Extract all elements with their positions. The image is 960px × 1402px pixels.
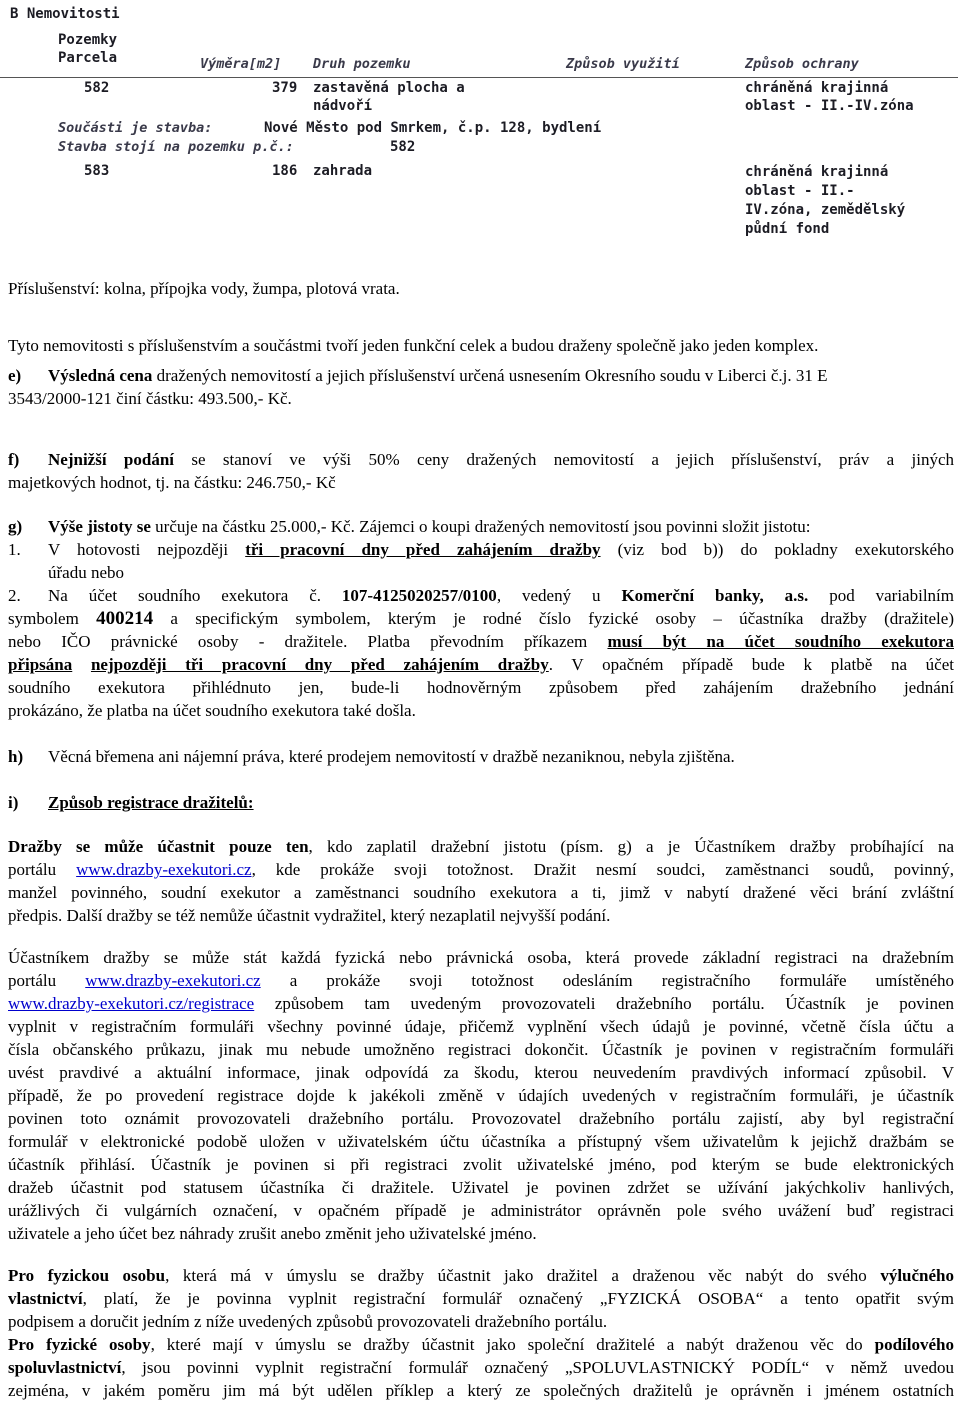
para2-line11: dražeb účastnit pod statusem účastníka či dražitele. Uživatel je povinen zdržet se užívání jakýchkoliv hanlivých, [8,1178,954,1197]
item-g-line1-rest: určuje na částku 25.000,- Kč. Zájemci o koupi dražených nemovitostí jsou povinni složit jistotu: [150,517,811,536]
para2-line2-a: portálu [8,971,86,990]
stavba-label: Stavba stojí na pozemku p.č.: [58,139,294,155]
line4-text-b: a specifickým symbolem, kterým je rodné číslo fyzické osoby – účastníka dražby (dražitele) [153,609,954,628]
item-e-label: e) [8,366,22,385]
parcela-heading: Parcela [58,50,118,66]
para4-line1-mid: , které mají v úmyslu se dražby účastnit jako společní dražitelé a nabýt draženou věc do [150,1335,875,1354]
para4-line1 [8,1333,954,1356]
para2-line2-b: a prokáže svoji totožnost odesláním registračního formuláře umístěného [260,971,954,990]
para1-line3: manžel povinného, soudní exekutor a zaměstnanci soudního exekutora a ti, jimž v nabytí dražené věci brání zvláštní [8,883,954,902]
para1-line2 [8,858,954,881]
row1-druh-line1: zastavěná plocha a [313,80,465,96]
item-g-line7: soudního exekutora přihlédnuto jen, bude-li hodnověrným způsobem před zahájením dražebního jednání [8,678,954,697]
stavba-value: 582 [390,139,416,155]
item-g-line1 [48,515,811,538]
portal-link-2[interactable]: www.drazby-exekutori.cz [85,971,261,990]
list-num-1: 1. [8,540,21,559]
vysledna-cena: Výsledná cena [48,366,153,385]
para2-line8: povinen toto oznámit provozovateli dražebního portálu. Provozovatel dražebního portálu zajistí, aby byl registrační [8,1109,954,1128]
item-g-line4 [8,607,954,630]
para4-bold3: spoluvlastnictví [8,1358,122,1377]
para2-line2 [8,969,954,992]
para3-line3: podpisem a doručit jedním z níže uvedených způsobů provozovateli dražebního portálu. [8,1312,608,1331]
item-f-line1 [48,448,954,471]
point2-text-b: , vedený u [496,586,622,605]
section-title: B Nemovitosti [10,6,120,22]
para1-line2-a: portálu [8,860,77,879]
row1-ochrana-line1: chráněná krajinná [745,80,889,96]
para2-line3-rest: způsobem tam uvedeným provozovateli dražebního portálu. Účastník je povinen [254,994,954,1013]
para2-line1: Účastníkem dražby se může stát každá fyzická nebo právnická osoba, která provede základní registraci na dražebním [8,948,954,967]
para3-line2-rest: , platí, že je povinna vyplnit registrační formulář označený „FYZICKÁ OSOBA“ a tento opatřit svým [82,1289,954,1308]
row1-druh-line2: nádvoří [313,98,373,114]
para3-bold3: vlastnictví [8,1289,83,1308]
pripsana: připsána [8,655,73,674]
row1-ochrana-line2: oblast - II.-IV.zóna [745,98,914,114]
item-g-point1-cont: úřadu nebo [48,563,125,582]
row2-ochrana-line4: půdní fond [745,221,830,237]
row2-ochrana-line3: IV.zóna, zemědělský [745,202,906,218]
para2-line4: vyplnit v registračním formuláři všechny povinné údaje, přičemž vyplnění všech údajů je povinné, včetně čísla účtu a [8,1017,954,1036]
para2-line10: účastník přihlásí. Účastník je povinen si při registraci zvolit uživatelské jméno, pod kterým se bude elektronických [8,1155,954,1174]
para2-line5: čísla občanského průkazu, jinak mu nebude umožněno registraci dokončit. Účastník je povinen v registračním formuláři [8,1040,954,1059]
row2-ochrana-line1: chráněná krajinná [745,164,889,180]
variable-symbol: 400214 [96,608,154,629]
point1-text-a: V hotovosti nejpozději [48,540,246,559]
payment-requirement: musí být na účet soudního exekutora [607,632,954,651]
row2-ochrana-line2: oblast - II.- [745,183,855,199]
column-druh: Druh pozemku [313,56,411,72]
komplex-text: Tyto nemovitosti s příslušenstvím a součástmi tvoří jeden funkční celek a budou draženy společně jako jeden komplex. [8,336,819,355]
row2-vymera: 186 [272,163,298,179]
column-vymera: Výměra[m2] [200,56,282,72]
point2-text-c: pod variabilním [808,586,954,605]
registration-link[interactable]: www.drazby-exekutori.cz/registrace [8,994,255,1013]
list-num-2: 2. [8,586,21,605]
para2-line6: uvést pravdivé a aktuální informace, jinak odpovídá za škodu, kterou neuvedením pravdivých informací způsobil. V [8,1063,954,1082]
item-g-point2 [48,584,954,607]
row2-druh: zahrada [313,163,373,179]
para2-line9: formulář v elektronické podobě uložen v uživatelském účtu účastníka a přístupný všem uživatelům k jejichž dražbám se [8,1132,954,1151]
prislusenstvi-text: Příslušenství: kolna, přípojka vody, žumpa, plotová vrata. [8,279,400,298]
nejnizsi-podani: Nejnižší podání [48,450,175,469]
para2-line12: urážlivých či vulgárních označení, v opačném případě je administrátor oprávněn pole svého uvážení buď registraci [8,1201,954,1220]
para3-line1 [8,1264,954,1287]
item-e-line2: 3543/2000-121 činí částku: 493.500,- Kč. [8,389,292,408]
para2-line7: případě, že po provedení registrace dojde k jakékoli změně v údajích uvedených v registračním formuláři, je účastník [8,1086,954,1105]
item-g-line5 [8,630,954,653]
point2-text-a: Na účet soudního exekutora č. [48,586,342,605]
header-rule [0,77,958,78]
row2-parcela: 583 [84,163,110,179]
para4-bold2: podílového [874,1335,954,1354]
item-e-line1 [48,364,828,387]
vyse-jistoty: Výše jistoty se [48,517,151,536]
pozemky-heading: Pozemky [58,32,118,48]
item-e-line1-rest: dražených nemovitostí a jejich příslušenství určená usnesením Okresního soudu v Liberci č.j. 31 E [152,366,828,385]
bank-name: Komerční banky, a.s. [621,586,809,605]
para3-bold1: Pro fyzickou osobu [8,1266,166,1285]
item-i-label: i) [8,793,19,812]
soucasti-label: Součásti je stavba: [58,120,213,136]
para4-line3: zejména, v jakém poměru jim má být udělen příklep a který ze společných dražitelů je oprávněn i jménem ostatních [8,1381,954,1400]
line4-text-a: symbolem [8,609,97,628]
item-f-line2: majetkových hodnot, tj. na částku: 246.750,- Kč [8,473,336,492]
line6-rest: . V opačném případě bude k platbě na účet [548,655,954,674]
para1-bold: Dražby se může účastnit pouze ten [8,837,309,856]
item-g-line8: prokázáno, že platba na účet soudního exekutora také došla. [8,701,416,720]
para2-line13: uživatele a jeho účet bez náhrady zrušit anebo změnit jeho uživatelské jméno. [8,1224,537,1243]
column-zpusob-vyuziti: Způsob využití [566,56,680,72]
item-h-label: h) [8,747,24,766]
para2-line3 [8,992,954,1015]
item-g-point1 [48,538,954,561]
para1-line2-b: , kde prokáže svoji totožnost. Dražit nesmí soudci, zaměstnanci soudů, povinný, [251,860,954,879]
para4-line2-rest: , jsou povinni vyplnit registrační formulář označený „SPOLUVLASTNICKÝ PODÍL“ v němž uvedou [121,1358,954,1377]
row1-vymera: 379 [272,80,298,96]
cadastre-extract [0,0,960,250]
item-f-line1-rest: se stanoví ve výši 50% ceny dražených nemovitostí a jejich příslušenství, práv a jiných [174,450,954,469]
point1-text-b: (viz bod b)) do pokladny exekutorského [600,540,954,559]
item-g-label: g) [8,517,23,536]
registration-heading: Způsob registrace dražitelů: [48,793,254,812]
account-number: 107-4125020257/0100 [341,586,497,605]
para3-bold2: výlučného [880,1266,954,1285]
soucasti-value: Nové Město pod Smrkem, č.p. 128, bydlení [264,120,602,136]
row1-parcela: 582 [84,80,110,96]
item-f-label: f) [8,450,20,469]
payment-deadline: nejpozději tři pracovní dny před zahájením dražby [90,655,549,674]
para3-line2 [8,1287,954,1310]
para1-line1 [8,835,954,858]
point1-deadline: tři pracovní dny před zahájením dražby [245,540,601,559]
item-h-text: Věcná břemena ani nájemní práva, které prodejem nemovitostí v dražbě nezaniknou, nebyla zjištěna. [48,747,735,766]
item-g-line6 [8,653,954,676]
para1-line1-rest: , kdo zaplatil dražební jistotu (písm. g) a je Účastníkem dražby probíhající na [308,837,955,856]
column-zpusob-ochrany: Způsob ochrany [745,56,859,72]
line5-text-a: nebo IČO právnické osoby - dražitele. Platba převodním příkazem [8,632,608,651]
para1-line4: předpis. Další dražby se též nemůže účastnit vydražitel, který nezaplatil nejvyšší podání. [8,906,611,925]
para3-line1-mid: , která má v úmyslu se dražby účastnit jako dražitel a draženou věc nabýt do svého [165,1266,881,1285]
portal-link[interactable]: www.drazby-exekutori.cz [76,860,252,879]
para4-line2 [8,1356,954,1379]
para4-bold1: Pro fyzické osoby [8,1335,151,1354]
